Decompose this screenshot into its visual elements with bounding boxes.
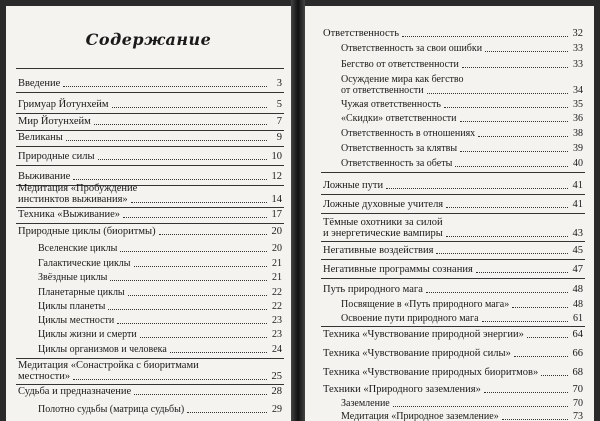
toc-subentry[interactable]: Осуждение мира как бегство от ответственности 34: [341, 74, 583, 96]
toc-subentry[interactable]: Циклы местности 23: [38, 315, 282, 326]
divider: [321, 326, 585, 327]
divider: [16, 113, 284, 114]
toc-entry[interactable]: Негативные программы сознания 47: [323, 264, 583, 275]
divider: [16, 92, 284, 93]
divider: [16, 146, 284, 147]
toc-entry[interactable]: Техника «Чувствование природной энергии» 64: [323, 329, 583, 340]
toc-subentry[interactable]: Чужая ответственность 35: [341, 99, 583, 110]
toc-entry[interactable]: Техника «Выживание» 17: [18, 209, 282, 220]
divider: [321, 194, 585, 195]
divider: [321, 278, 585, 279]
toc-entry[interactable]: Ответственность 32: [323, 28, 583, 39]
toc-subentry[interactable]: Медитация «Природное заземление» 73: [341, 411, 583, 421]
toc-entry[interactable]: Техника «Чувствование природных биоритмов» 68: [323, 367, 583, 378]
toc-subentry[interactable]: Ответственность за свои ошибки 33: [341, 43, 583, 54]
toc-subentry[interactable]: Ответственность в отношениях 38: [341, 128, 583, 139]
toc-subentry[interactable]: Ответственность за обеты 40: [341, 158, 583, 169]
divider: [16, 68, 284, 69]
toc-subentry[interactable]: Заземление 70: [341, 398, 583, 409]
divider: [16, 223, 284, 224]
toc-entry[interactable]: Гримуар Йотунхейм 5: [18, 99, 282, 110]
divider: [321, 259, 585, 260]
divider: [321, 241, 585, 242]
toc-subentry[interactable]: Посвящение в «Путь природного мага» 48: [341, 299, 583, 310]
toc-entry[interactable]: Техники «Природного заземления» 70: [323, 384, 583, 395]
toc-subentry[interactable]: Бегство от ответственности 33: [341, 59, 583, 70]
divider: [16, 358, 284, 359]
divider: [16, 165, 284, 166]
toc-subentry[interactable]: «Скидки» ответственности 36: [341, 113, 583, 124]
toc-entry[interactable]: Природные силы 10: [18, 151, 282, 162]
toc-subentry[interactable]: Циклы планеты 22: [38, 301, 282, 312]
toc-entry[interactable]: Судьба и предназначение 28: [18, 386, 282, 397]
toc-entry[interactable]: Путь природного мага 48: [323, 284, 583, 295]
toc-entry[interactable]: Введение 3: [18, 78, 282, 89]
toc-subentry[interactable]: Циклы организмов и человека 24: [38, 344, 282, 355]
toc-subentry[interactable]: Полотно судьбы (матрица судьбы) 29: [38, 404, 282, 415]
divider: [16, 384, 284, 385]
book-gutter: [291, 0, 305, 421]
toc-subentry[interactable]: Звёздные циклы 21: [38, 272, 282, 283]
toc-entry[interactable]: Природные циклы (биоритмы) 20: [18, 226, 282, 237]
toc-entry[interactable]: Медитация «Пробуждение инстинктов выживания» 14: [18, 183, 282, 205]
toc-subentry[interactable]: Планетарные циклы 22: [38, 287, 282, 298]
toc-entry[interactable]: Техника «Чувствование природной силы» 66: [323, 348, 583, 359]
toc-entry[interactable]: Ложные духовные учителя 41: [323, 199, 583, 210]
toc-subentry[interactable]: Освоение пути природного мага 61: [341, 313, 583, 324]
page-title: Содержание: [85, 30, 212, 49]
toc-entry[interactable]: Негативные воздействия 45: [323, 245, 583, 256]
divider: [321, 172, 585, 173]
divider: [16, 207, 284, 208]
divider: [321, 213, 585, 214]
toc-entry[interactable]: Тёмные охотники за силой и энергетические вампиры 43: [323, 217, 583, 239]
toc-entry[interactable]: Ложные пути 41: [323, 180, 583, 191]
left-page: [6, 6, 291, 421]
toc-subentry[interactable]: Галактические циклы 21: [38, 258, 282, 269]
toc-entry[interactable]: Выживание 12: [18, 171, 282, 182]
toc-subentry[interactable]: Ответственность за клятвы 39: [341, 143, 583, 154]
toc-entry[interactable]: Медитация «Сонастройка с биоритмами местности» 25: [18, 360, 282, 382]
toc-entry[interactable]: Мир Йотунхейм 7: [18, 116, 282, 127]
toc-subentry[interactable]: Циклы жизни и смерти 23: [38, 329, 282, 340]
right-page: [305, 6, 594, 421]
divider: [16, 130, 284, 131]
toc-entry[interactable]: Великаны 9: [18, 132, 282, 143]
toc-subentry[interactable]: Вселенские циклы 20: [38, 243, 282, 254]
